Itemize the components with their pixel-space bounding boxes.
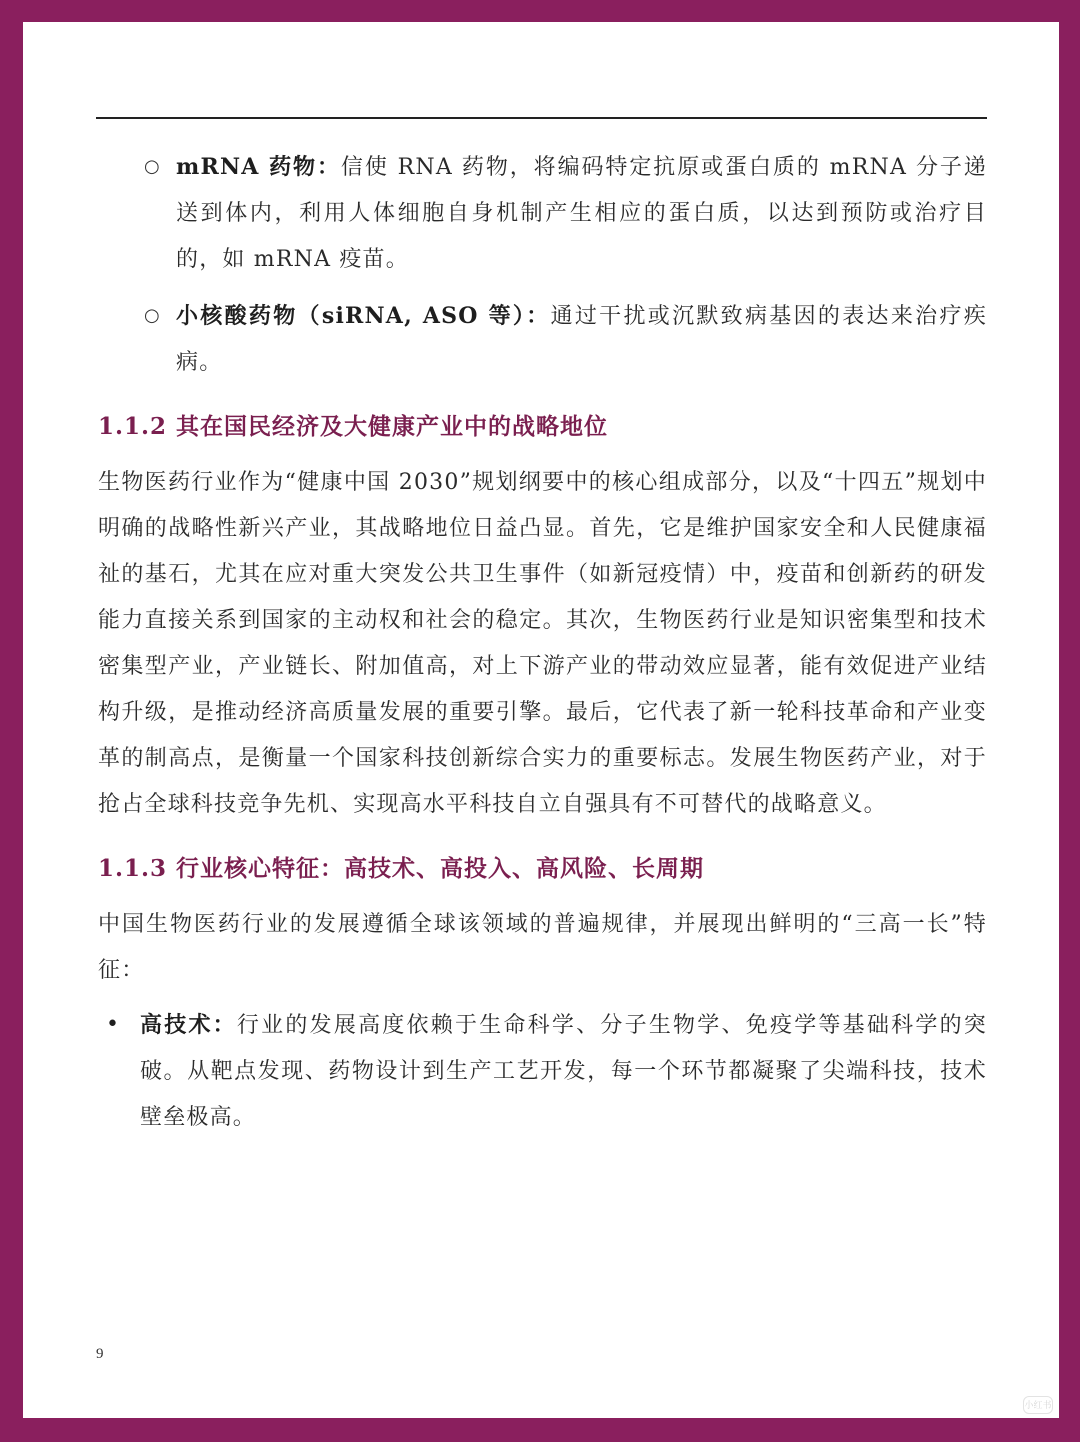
item-text: 行业的发展高度依赖于生命科学、分子生物学、免疫学等基础科学的突破。从靶点发现、药物设计到生产工艺开发，每一个环节都凝聚了尖端科技，技术壁垒极高。 [140,1013,987,1130]
section-paragraph: 中国生物医药行业的发展遵循全球该领域的普遍规律，并展现出鲜明的“三高一长”特征： [98,912,987,983]
item-title: 高技术： [140,1012,237,1038]
bullet-list-item [98,1002,987,1141]
item-text: 通过干扰或沉默致病基因的表达来治疗疾病。 [176,304,987,375]
watermark-logo: 小红书 [1023,1396,1053,1414]
item-title: mRNA 药物： [176,154,341,180]
section-heading-1-1-2: 1.1.2 其在国民经济及大健康产业中的战略地位 [98,413,609,440]
sub-list-item [98,144,987,283]
sub-list-item [98,293,987,386]
header-rule [96,117,987,119]
section-heading-1-1-3: 1.1.3 行业核心特征：高技术、高投入、高风险、长周期 [98,855,705,882]
page-content [98,144,987,1141]
hollow-circle-bullet-icon: ○ [144,156,161,177]
item-title: 小核酸药物（siRNA, ASO 等）： [176,303,551,329]
document-page [23,22,1059,1418]
section-paragraph: 生物医药行业作为“健康中国 2030”规划纲要中的核心组成部分，以及“十四五”规划中明确的战略性新兴产业，其战略地位日益凸显。首先，它是维护国家安全和人民健康福祉的基石，尤其在应对重大突发公共卫生事件（如新冠疫情）中，疫苗和创新药的研发能力直接关系到国家的主动权和社会的稳定。其次，生物医药行业是知识密集型和技术密集型产业，产业链长、附加值高，对上下游产业的带动效应显著，能有效促进产业结构升级，是推动经济高质量发展的重要引擎。最后，它代表了新一轮科技革命和产业变革的制高点，是衡量一个国家科技创新综合实力的重要标志。发展生物医药产业，对于抢占全球科技竞争先机、实现高水平科技自立自强具有不可替代的战略意义。 [98,470,987,817]
item-text: 信使 RNA 药物，将编码特定抗原或蛋白质的 mRNA 分子递送到体内，利用人体细胞自身机制产生相应的蛋白质，以达到预防或治疗目的，如 mRNA 疫苗。 [176,155,987,272]
filled-dot-bullet-icon: • [106,1012,121,1037]
page-number: 9 [96,1346,104,1362]
hollow-circle-bullet-icon: ○ [144,305,161,326]
